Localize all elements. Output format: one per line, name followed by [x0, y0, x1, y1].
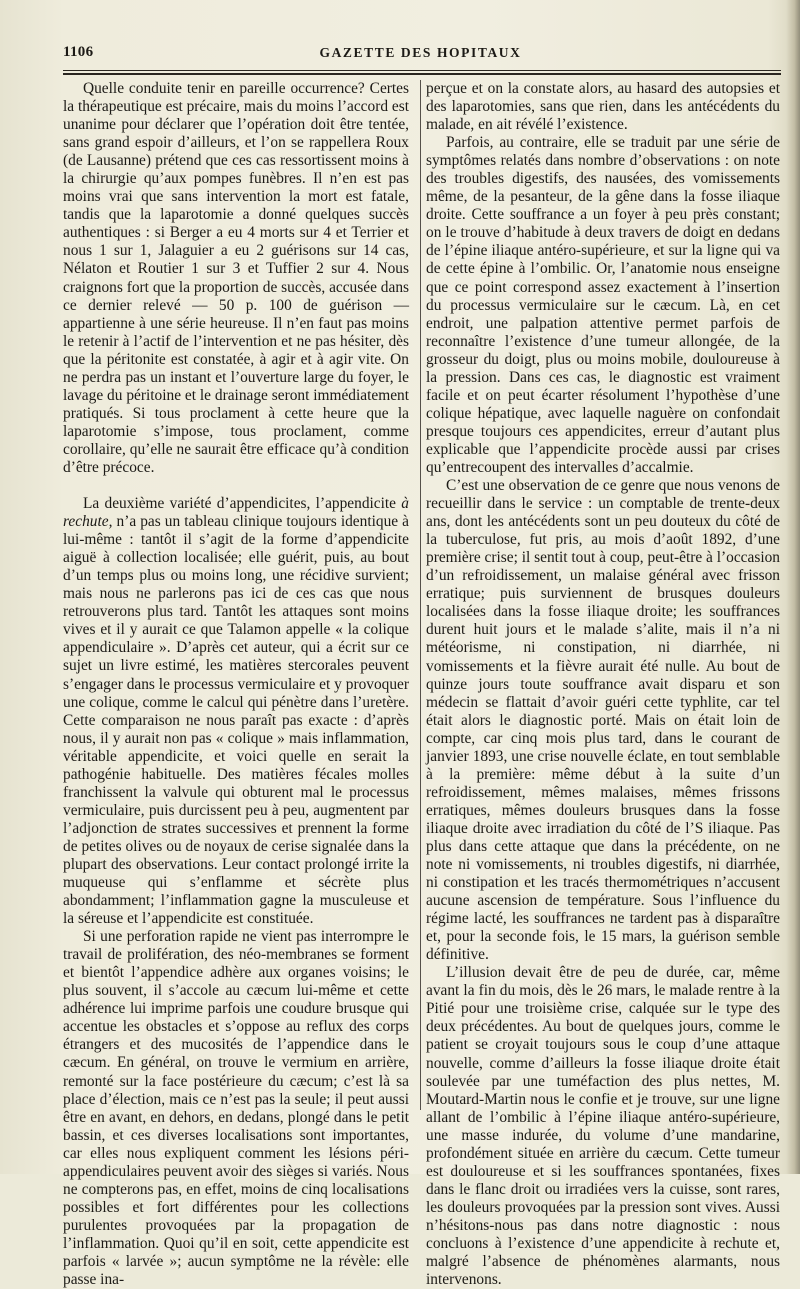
- header-rule: [63, 70, 781, 71]
- paragraph: Quelle conduite tenir en pareille occurrence? Certes la thérapeutique est précaire, mais du moins l’accord est unanime pour déclarer que l’opération doit être tentée, sans grand espoir d’ailleurs, et l’on se rappellera Roux (de Lausanne) prétend que ces cas ressortissent moins à la chirurgie qu’aux pompes funèbres. Il n’en est pas moins vrai que sans intervention la mort est fatale, tandis que la laparotomie a donné quelques succès authentiques : si Berger a eu 4 morts sur 4 et Terrier et nous 1 sur 1, Jalaguier a eu 2 guérisons sur 14 cas, Nélaton et Routier 1 sur 3 et Tuffier 2 sur 4. Nous craignons fort que la proportion de succès, accusée dans ce dernier relevé — 50 p. 100 de guérison — appartienne à une série heureuse. Il n’en faut pas moins le retenir à l’actif de l’intervention et ne pas hésiter, dès que la péritonite est constatée, à agir et à agir vite. On ne perdra pas un instant et l’ouverture large du foyer, le lavage du péritoine et le drainage seront immédiatement pratiqués. Si tous proclament à cette heure que la laparotomie s’impose, tous proclament, comme corollaire, qu’elle ne saurait être efficace qu’à condition d’être précoce.: [63, 80, 409, 476]
- left-column: [63, 80, 409, 1289]
- emphasis-text: à rechute,: [63, 495, 409, 531]
- column-divider: [420, 80, 421, 1110]
- running-title: GAZETTE DES HOPITAUX: [319, 45, 522, 60]
- paragraph: Parfois, au contraire, elle se traduit par une série de symptômes relatés dans nombre d’observations : on note des troubles digestifs, des nausées, des vomissements même, de la pesanteur, de la gêne dans la fosse iliaque droite. Cette souffrance a un foyer à peu près constant; on le trouve d’habitude à deux travers de doigt en dedans de l’épine iliaque antéro-supérieure, et sur la ligne qui va de cette épine à l’ombilic. Or, l’anatomie nous enseigne que ce point correspond assez exactement à l’insertion du processus vermiculaire sur le cæcum. Là, en cet endroit, une palpation attentive permet parfois de reconnaître l’existence d’une tumeur allongée, de la grosseur du doigt, plus ou moins mobile, douloureuse à la pression. Dans ces cas, le diagnostic est vraiment facile et on peut écarter résolument l’hypothèse d’une colique hépatique, avec laquelle naguère on confondait presque toujours ces appendicites, erreur d’autant plus explicable que l’appendicite procède aussi par crises qu’entrecoupent des intervalles d’accalmie.: [426, 134, 780, 476]
- paragraph: Si une perforation rapide ne vient pas interrompre le travail de prolifération, des néo-membranes se forment et bientôt l’appendice adhère aux organes voisins; le plus souvent, il s’accole au cæcum lui-même et cette adhérence lui imprime parfois une coudure brusque qui accentue les obstacles et s’oppose au reflux des corps étrangers et des mucosités de l’appendice dans le cæcum. En général, on trouve le vermium en arrière, remonté sur la face postérieure du cæcum; c’est là sa place d’élection, mais ce n’est pas la seule; il peut aussi être en avant, en dehors, en dedans, plongé dans le petit bassin, et ces diverses localisations sont importantes, car elles nous expliquent comment les lésions péri-appendiculaires peuvent avoir des sièges si variés. Nous ne compterons pas, en effet, moins de cinq localisations possibles et fort différentes pour les collections purulentes provoquées par la propagation de l’inflammation. Quoi qu’il en soit, cette appendicite est parfois « larvée »; aucun symptôme ne la révèle: elle passe ina-: [63, 928, 409, 1289]
- paragraph: [63, 495, 409, 928]
- paragraph: L’illusion devait être de peu de durée, car, même avant la fin du mois, dès le 26 mars, le malade rentre à la Pitié pour une troisième crise, calquée sur le type des deux précédentes. Au bout de quelques jours, comme le patient se croyait toujours sous le coup d’une attaque nouvelle, comme d’ailleurs la fosse iliaque droite était soulevée par une tuméfaction des plus nettes, M. Moutard-Martin nous le confie et je trouve, sur une ligne allant de l’ombilic à l’épine iliaque antéro-supérieure, une masse indurée, du volume d’une mandarine, profondément située en arrière du cæcum. Cette tumeur est douloureuse et si les souffrances spontanées, fixes dans le flanc droit ou irradiées vers la cuisse, sont rares, les douleurs provoquées par la pression sont vives. Aussi n’hésitons-nous pas dans notre diagnostic : nous concluons à l’existence d’une appendicite à rechute et, malgré l’absence de phénomènes alarmants, nous intervenons.: [426, 964, 780, 1289]
- paragraph: perçue et on la constate alors, au hasard des autopsies et des laparotomies, sans que rien, dans les antécédents du malade, en ait révélé l’existence.: [426, 80, 780, 134]
- paragraph-text: La deuxième variété d’appendicites, l’appendicite: [83, 495, 402, 513]
- header-rule-thick: [63, 73, 781, 75]
- paragraph: C’est une observation de ce genre que nous venons de recueillir dans le service : un comptable de trente-deux ans, dont les antécédents sont un peu douteux du côté de la tuberculose, fut pris, au mois d’août 1892, d’une première crise; il sentit tout à coup, peut-être à l’occasion d’un refroidissement, un malaise général avec frisson erratique; puis surviennent de brusques douleurs localisées dans la fosse iliaque droite; les souffrances durent huit jours et le malade s’alite, mais il n’a ni météorisme, ni constipation, ni diarrhée, ni vomissements et la fièvre aurait été nulle. Au bout de quinze jours toute souffrance avait disparu et son médecin se flattait d’avoir guéri cette typhlite, car tel était alors le diagnostic porté. Mais on était loin de compte, car cinq mois plus tard, dans le courant de janvier 1893, une crise nouvelle éclate, en tout semblable à la première: même début à la suite d’un refroidissement, mêmes malaises, mêmes frissons erratiques, mêmes douleurs brusques dans la fosse iliaque droite avec irradiation du côté de l’S iliaque. Pas plus dans cette attaque que dans la précédente, on ne note ni vomissements, ni troubles digestifs, ni diarrhée, ni constipation et les tracés thermométriques n’accusent aucune ascension de température. Sous l’influence du régime lacté, les souffrances ne tardent pas à disparaître et, pour la seconde fois, le 15 mars, la guérison semble définitive.: [426, 477, 780, 964]
- paragraph-text: n’a pas un tableau clinique toujours identique à lui-même : tantôt il s’agit de la forme d’appendicite aiguë à collection localisée; elle guérit, puis, au bout d’un temps plus ou moins long, une récidive survient; mais nous ne parlerons pas ici de ces cas que nous retrouverons plus tard. Tantôt les attaques sont moins vives et il y aurait ce que Talamon appelle « la colique appendiculaire ». D’après cet auteur, qui a écrit sur ce sujet un livre estimé, les matières stercorales peuvent s’engager dans le processus vermiculaire et y provoquer une colique, comme le calcul qui pénètre dans l’uretère. Cette comparaison ne nous paraît pas exacte : d’après nous, il y aurait non pas « colique » mais inflammation, véritable appendicite, et voici quelle en serait la pathogénie habituelle. Des matières fécales molles franchissent la valvule qui obturent mal le processus vermiculaire, puis durcissent peu à peu, augmentent par l’adjonction de strates successives et prennent la forme de petites olives ou de noyaux de cerise signalée dans la plupart des observations. Leur contact prolongé irrite la muqueuse qui s’enflamme et sécrète plus abondamment; l’inflammation gagne la musculeuse et la séreuse et l’appendicite est constituée.: [63, 513, 409, 928]
- page-edge-shadow: [786, 0, 800, 1174]
- page-header: [63, 44, 778, 66]
- page-number: 1106: [63, 44, 94, 60]
- right-column: [426, 80, 780, 1289]
